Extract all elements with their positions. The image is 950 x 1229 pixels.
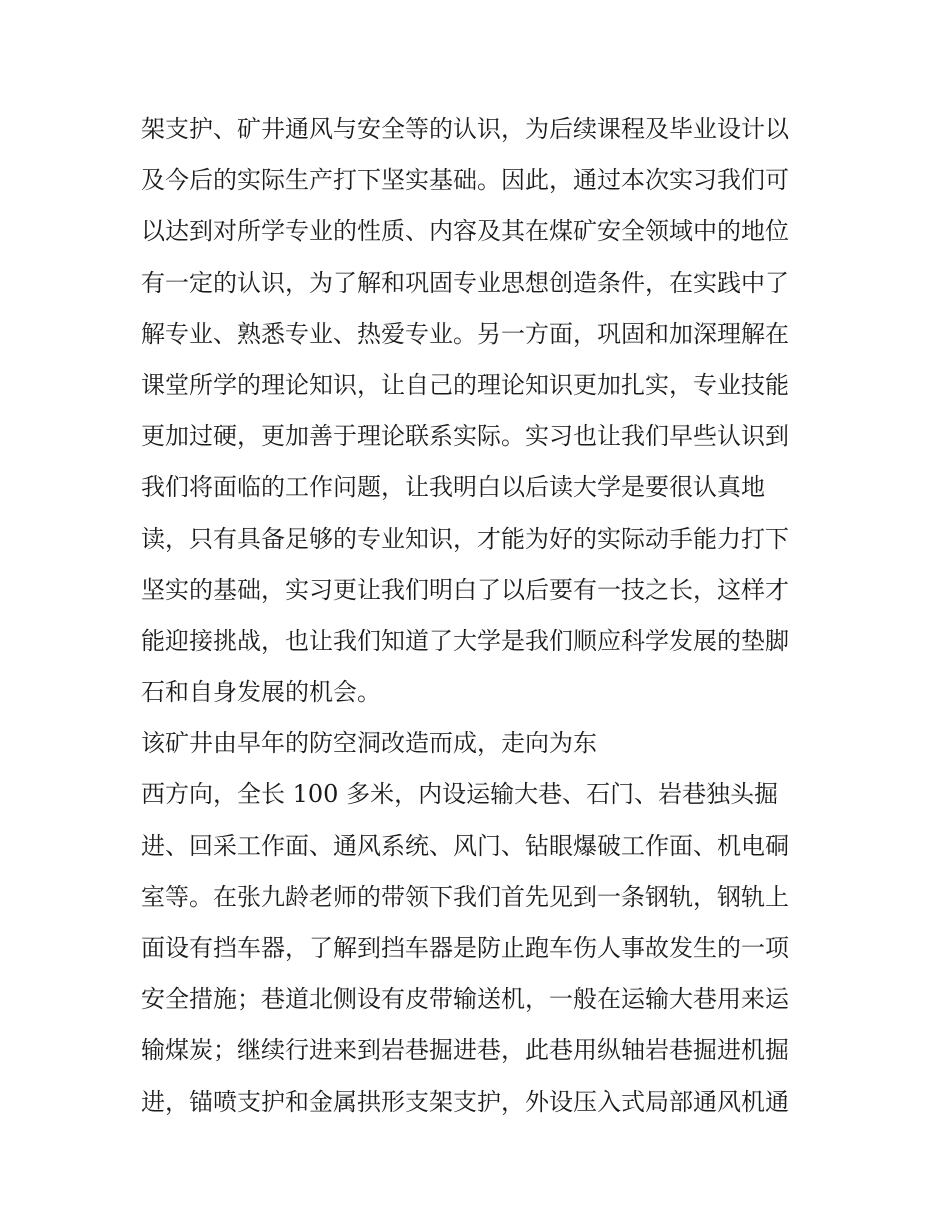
text-line: 西方向，全长 100 多米，内设运输大巷、石门、岩巷独头掘 — [141, 780, 779, 809]
text-line: 面设有挡车器，了解到挡车器是防止跑车伤人事故发生的一项 — [141, 934, 789, 962]
text-line: 坚实的基础，实习更让我们明白了以后要有一技之长，这样才 — [141, 575, 789, 604]
text-line: 输煤炭；继续行进来到岩巷掘进巷，此巷用纵轴岩巷掘进机掘 — [141, 1036, 789, 1065]
text-line: 课堂所学的理论知识，让自己的理论知识更加扎实，专业技能 — [141, 370, 789, 399]
text-line: 架支护、矿井通风与安全等的认识，为后续课程及毕业设计以 — [141, 115, 789, 143]
text-line: 读，只有具备足够的专业知识，才能为好的实际动手能力打下 — [141, 524, 789, 553]
text-line: 安全措施；巷道北侧设有皮带输送机，一般在运输大巷用来运 — [141, 985, 789, 1014]
text-line: 能迎接挑战，也让我们知道了大学是我们顺应科学发展的垫脚 — [141, 626, 789, 655]
text-line: 解专业、熟悉专业、热爱专业。另一方面，巩固和加深理解在 — [141, 319, 789, 348]
text-line: 进、回采工作面、通风系统、风门、钻眼爆破工作面、机电硐 — [141, 831, 789, 860]
text-line: 更加过硬，更加善于理论联系实际。实习也让我们早些认识到 — [141, 422, 789, 451]
text-line: 及今后的实际生产打下坚实基础。因此，通过本次实习我们可 — [141, 166, 789, 195]
body-text — [141, 104, 821, 1128]
text-line: 室等。在张九龄老师的带领下我们首先见到一条钢轨，钢轨上 — [141, 882, 789, 911]
text-line: 该矿井由早年的防空洞改造而成，走向为东 — [141, 729, 597, 758]
text-line: 石和自身发展的机会。 — [141, 678, 381, 707]
text-line: 进，锚喷支护和金属拱形支架支护，外设压入式局部通风机通 — [141, 1087, 789, 1116]
text-line: 以达到对所学专业的性质、内容及其在煤矿安全领域中的地位 — [141, 217, 789, 246]
text-line: 有一定的认识，为了解和巩固专业思想创造条件，在实践中了 — [141, 268, 789, 297]
text-line: 我们将面临的工作问题，让我明白以后读大学是要很认真地 — [141, 473, 765, 502]
